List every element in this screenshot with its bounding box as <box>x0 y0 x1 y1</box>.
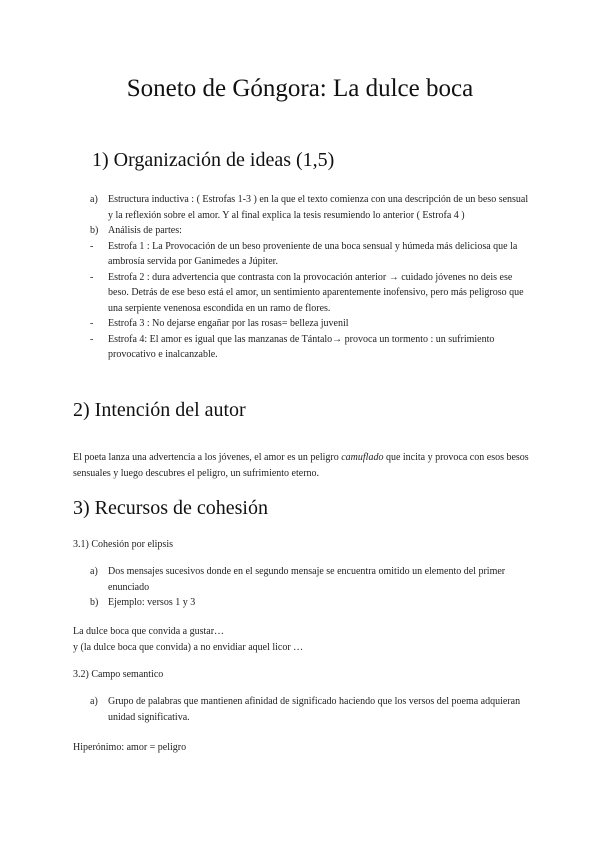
section-1-heading: 1) Organización de ideas (1,5) <box>92 149 335 171</box>
document-title: Soneto de Góngora: La dulce boca <box>126 75 474 102</box>
list-item-text: Ejemplo: versos 1 y 3 <box>108 597 196 608</box>
list-item <box>90 192 530 223</box>
subsection-3-1-list <box>90 564 530 611</box>
list-item <box>90 223 530 239</box>
paragraph-text: que incita y provoca con esos besos sensuales y luego descubres el peligro, un sufrimiento eterno. <box>73 452 529 479</box>
section-3-heading: 3) Recursos de cohesión <box>73 497 268 519</box>
list-item-text: Estrofa 4: El amor es igual que las manzanas de Tántalo→ provoca un tormento : un sufrimiento provocativo e inalcanzable. <box>108 333 495 360</box>
paragraph-text: El poeta lanza una advertencia a los jóvenes, el amor es un peligro <box>73 452 342 463</box>
section-1-list <box>90 192 530 363</box>
subsection-3-2-label: 3.2) Campo semantico <box>73 669 164 680</box>
list-item-text: Estrofa 2 : dura advertencia que contrasta con la provocación anterior → cuidado jóvenes no deis ese beso. Detrás de ese beso está el amor, un sentimiento aparentemente inofensivo, pero más peligroso que una serpiente venenosa escondida en un ramo de flores. <box>108 271 524 314</box>
list-marker: b) <box>90 225 99 236</box>
list-item-text: Estructura inductiva : ( Estrofas 1-3 ) en la que el texto comienza con una descripción de un beso sensual y la reflexión sobre el amor. Y al final explica la tesis resumiendo lo anterior ( Estrofa 4 ) <box>108 194 529 221</box>
list-item <box>90 239 530 270</box>
hyperonym-line: Hiperónimo: amor = peligro <box>73 742 187 753</box>
list-item-text: Estrofa 3 : No dejarse engañar por las rosas= belleza juvenil <box>108 318 349 329</box>
verse-example <box>73 624 533 655</box>
list-marker: a) <box>90 696 98 707</box>
list-item-text: Estrofa 1 : La Provocación de un beso proveniente de una boca sensual y húmeda más deliciosa que la ambrosía servida por Ganimedes a Júpiter. <box>108 240 518 267</box>
list-item-text: Grupo de palabras que mantienen afinidad de significado haciendo que los versos del poema adquieran unidad significativa. <box>108 696 521 723</box>
list-marker: - <box>90 271 94 283</box>
list-item <box>90 694 530 725</box>
list-marker: b) <box>90 597 99 608</box>
list-item-text: Análisis de partes: <box>108 225 182 236</box>
verse-line: y (la dulce boca que convida) a no envidiar aquel licor … <box>73 641 304 653</box>
list-marker: - <box>90 240 94 252</box>
list-item <box>90 270 530 317</box>
list-item <box>90 332 530 363</box>
list-marker: - <box>90 333 94 345</box>
paragraph-emphasis: camuflado <box>341 452 384 463</box>
verse-line: La dulce boca que convida a gustar… <box>73 626 225 637</box>
list-item <box>90 316 530 332</box>
subsection-3-1-label: 3.1) Cohesión por elipsis <box>73 539 173 550</box>
list-item-text: Dos mensajes sucesivos donde en el segundo mensaje se encuentra omitido un elemento del primer enunciado <box>108 566 506 593</box>
section-2-paragraph <box>73 450 533 481</box>
subsection-3-2-list <box>90 694 530 725</box>
list-marker: a) <box>90 194 98 205</box>
list-marker: - <box>90 318 94 329</box>
list-item <box>90 564 530 595</box>
section-2-heading: 2) Intención del autor <box>73 399 246 421</box>
list-item <box>90 595 530 611</box>
list-marker: a) <box>90 566 98 577</box>
